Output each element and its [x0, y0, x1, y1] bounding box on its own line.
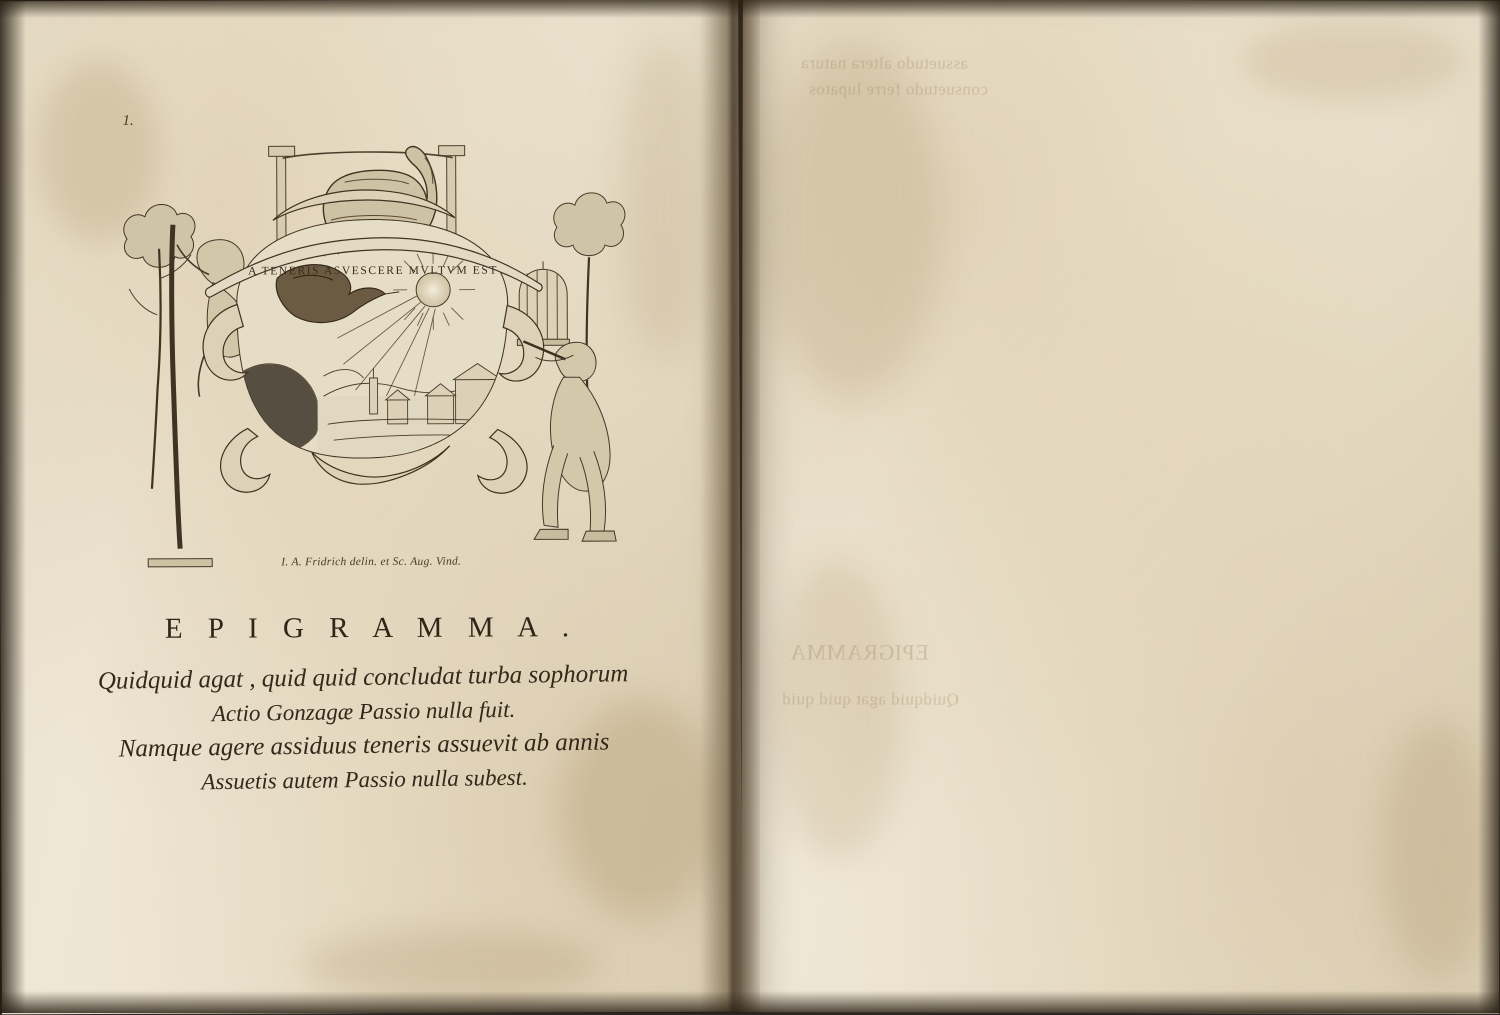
bleedthrough-text: EPIGRAMMA [789, 639, 929, 665]
engraver-caption: I. A. Fridrich delin. et Sc. Aug. Vind. [281, 555, 462, 569]
paper-stain [762, 39, 943, 399]
epigram-line-1: Quidquid agat , quid quid concludat turba sophorum [97, 660, 629, 695]
left-page [0, 0, 742, 1014]
epigram-line-4: Assuetis autem Passio nulla subest. [201, 764, 528, 795]
epigram-line-3: Namque agere assiduus teneris assuevit ab annis [118, 728, 610, 763]
bleedthrough-text: Quidquid agat quid quid [781, 689, 959, 709]
engraving-plate [87, 127, 655, 569]
bleedthrough-text: consuetudo ferre lupatos [808, 79, 988, 99]
tree-left [124, 204, 196, 489]
svg-text:A TENERIS ASVESCERE MVLTVM EST: A TENERIS ASVESCERE MVLTVM EST [248, 264, 499, 278]
bleedthrough-text: assuetudo altera natura [800, 53, 969, 73]
epigramma-heading: E P I G R A M M A . [164, 611, 579, 645]
right-page [741, 0, 1500, 1014]
cartouche-frame [203, 189, 545, 494]
paper-stain [302, 929, 602, 1000]
paper-stain [1243, 20, 1463, 100]
folio-number: 1. [122, 112, 134, 129]
epigram-line-2: Actio Gonzagæ Passio nulla fuit. [211, 696, 516, 726]
epigram-text [48, 656, 680, 801]
paper-stain [771, 559, 902, 859]
paper-stain [1381, 720, 1491, 980]
